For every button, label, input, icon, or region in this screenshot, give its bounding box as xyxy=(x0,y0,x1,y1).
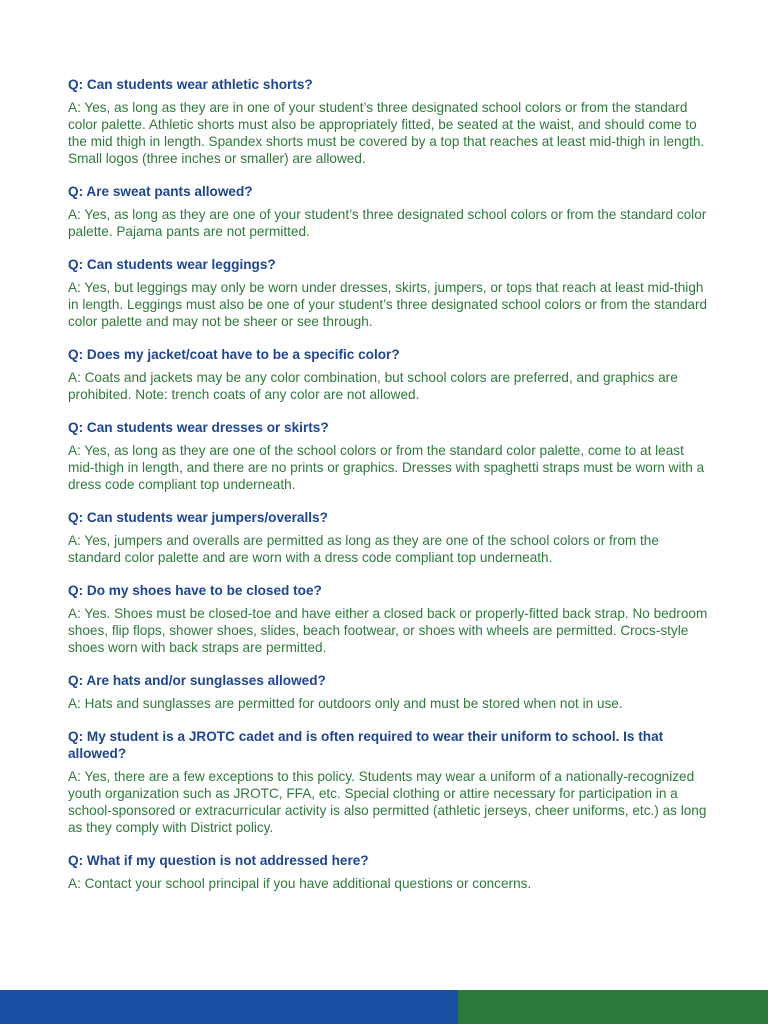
faq-question: Q: Can students wear athletic shorts? xyxy=(68,77,313,92)
faq-item-closed-toe-shoes xyxy=(68,582,708,656)
faq-question: Q: Can students wear leggings? xyxy=(68,257,276,272)
faq-answer: A: Yes. Shoes must be closed-toe and have either a closed back or properly-fitted back strap. No bedroom shoes, flip flops, shower shoes, slides, beach footwear, or shoes with wheels are permitted. Crocs-style shoes worn with back straps are permitted. xyxy=(68,606,708,655)
faq-question: Q: My student is a JROTC cadet and is often required to wear their uniform to school. Is that allowed? xyxy=(68,729,664,761)
faq-item-hats-sunglasses xyxy=(68,672,708,712)
footer-color-bar xyxy=(0,990,768,1024)
faq-item-jrotc-uniform xyxy=(68,728,708,836)
faq-answer: A: Yes, as long as they are in one of your student’s three designated school colors or from the standard color palette. Athletic shorts must also be appropriately fitted, be seated at the waist, and should come to the mid thigh in length. Spandex shorts must be covered by a top that reaches at least mid-thigh in length. Small logos (three inches or smaller) are allowed. xyxy=(68,100,705,166)
faq-question: Q: Are hats and/or sunglasses allowed? xyxy=(68,673,326,688)
faq-answer: A: Yes, as long as they are one of your student’s three designated school colors or from the standard color palette. Pajama pants are not permitted. xyxy=(68,207,707,239)
faq-question: Q: Can students wear dresses or skirts? xyxy=(68,420,329,435)
faq-question: Q: Can students wear jumpers/overalls? xyxy=(68,510,328,525)
faq-item-jumpers-overalls xyxy=(68,509,708,566)
faq-answer: A: Coats and jackets may be any color combination, but school colors are preferred, and graphics are prohibited. Note: trench coats of any color are not allowed. xyxy=(68,370,678,402)
footer-green-stripe xyxy=(458,990,768,1024)
faq-answer: A: Yes, there are a few exceptions to this policy. Students may wear a uniform of a nationally-recognized youth organization such as JROTC, FFA, etc. Special clothing or attire necessary for participation in a school-sponsored or extracurricular activity is also permitted (athletic jerseys, cheer uniforms, etc.) as long as they comply with District policy. xyxy=(68,769,707,835)
footer-blue-stripe xyxy=(0,990,458,1024)
faq-answer: A: Yes, as long as they are one of the school colors or from the standard color palette, come to at least mid-thigh in length, and there are no prints or graphics. Dresses with spaghetti straps must be worn with a dress code compliant top underneath. xyxy=(68,443,705,492)
faq-item-sweat-pants xyxy=(68,183,708,240)
faq-item-athletic-shorts xyxy=(68,76,708,167)
faq-question: Q: Are sweat pants allowed? xyxy=(68,184,253,199)
faq-answer: A: Yes, but leggings may only be worn under dresses, skirts, jumpers, or tops that reach at least mid-thigh in length. Leggings must also be one of your student’s three designated school colors or from the standard color palette and may not be sheer or see through. xyxy=(68,280,708,329)
faq-answer: A: Contact your school principal if you have additional questions or concerns. xyxy=(68,876,532,891)
faq-answer: A: Yes, jumpers and overalls are permitted as long as they are one of the school colors or from the standard color palette and are worn with a dress code compliant top underneath. xyxy=(68,533,659,565)
faq-item-dresses-skirts xyxy=(68,419,708,493)
faq-list xyxy=(68,76,708,908)
faq-item-jacket-coat xyxy=(68,346,708,403)
faq-question: Q: What if my question is not addressed here? xyxy=(68,853,369,868)
faq-question: Q: Do my shoes have to be closed toe? xyxy=(68,583,322,598)
faq-answer: A: Hats and sunglasses are permitted for outdoors only and must be stored when not in use. xyxy=(68,696,623,711)
faq-question: Q: Does my jacket/coat have to be a specific color? xyxy=(68,347,400,362)
faq-item-other-questions xyxy=(68,852,708,892)
faq-item-leggings xyxy=(68,256,708,330)
